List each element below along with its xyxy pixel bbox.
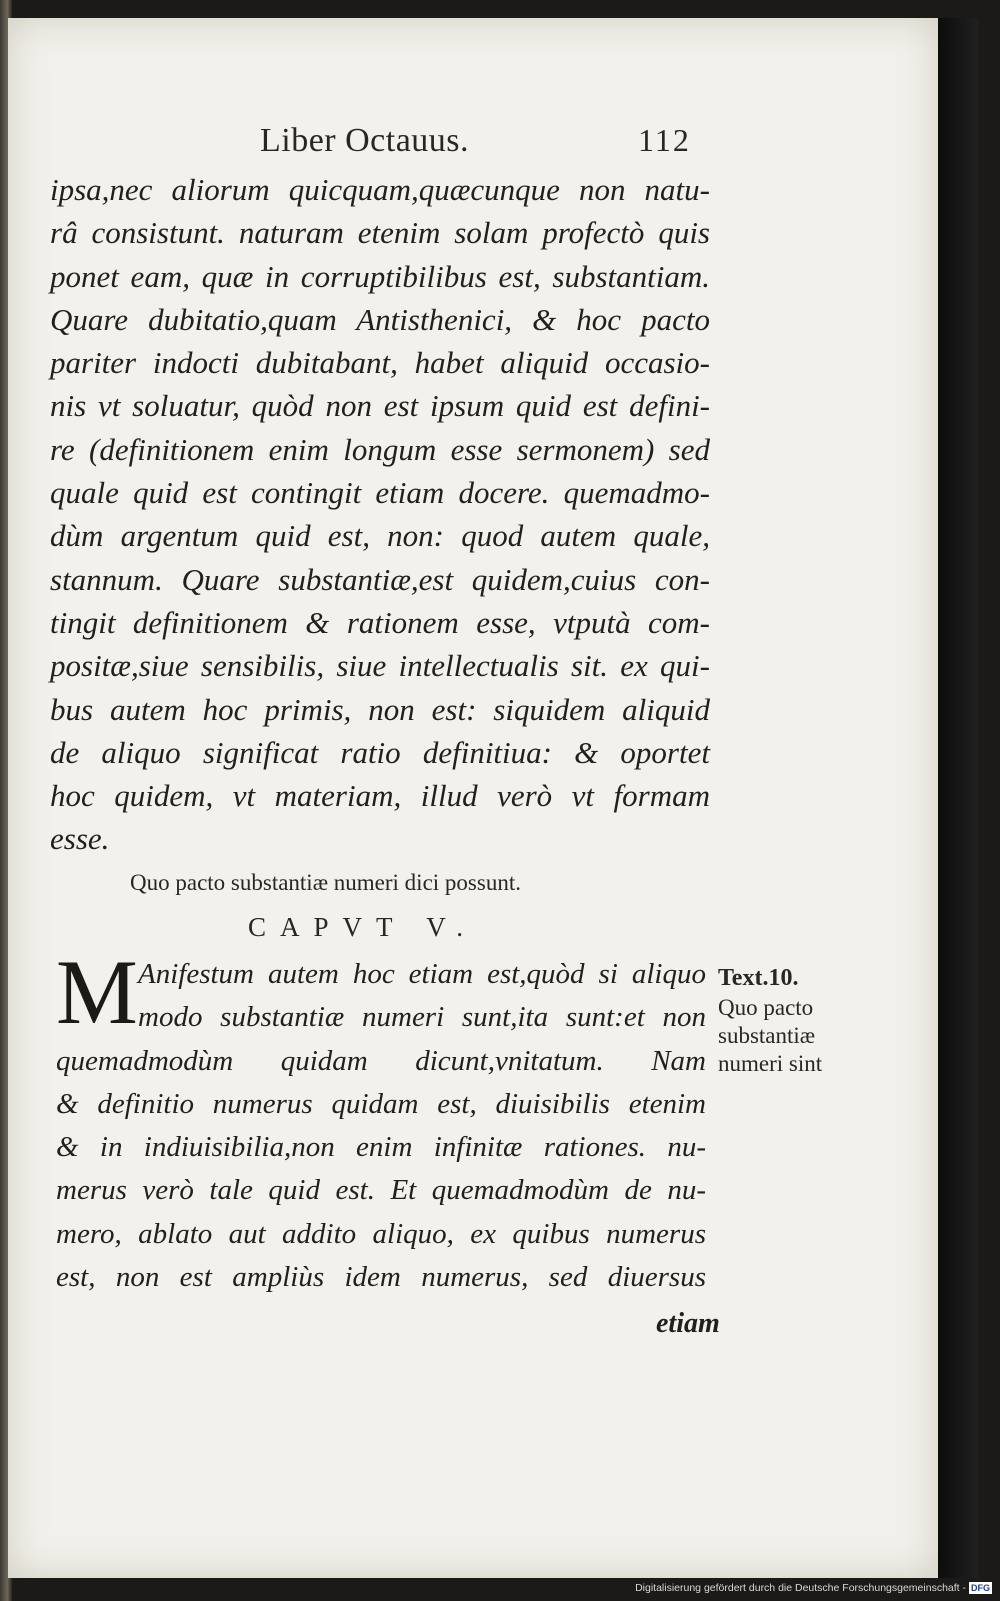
text-line: hoc quidem, vt materiam, illud verò vt formam [50,778,710,814]
margin-text-reference: Text.10. [718,965,799,991]
margin-note [718,964,878,1078]
text-line: merus verò tale quid est. Et quemadmodùm de nu- [56,1174,706,1207]
page-edge-shadow [938,18,978,1578]
text-line: modo substantiæ numeri sunt,ita sunt:et non [138,1001,706,1034]
text-line: est, non est ampliùs idem numerus, sed diuersus [56,1261,706,1294]
chapter-heading: CAPVT V. [248,912,478,942]
text-line: râ consistunt. naturam etenim solam profectò quis [50,215,710,251]
text-line: ponet eam, quæ in corruptibilibus est, substantiam. [50,258,710,294]
text-line: re (definitionem enim longum esse sermonem) sed [50,431,710,467]
text-line: stannum. Quare substantiæ,est quidem,cuius con- [50,561,710,597]
text-line: Quare dubitatio,quam Antisthenici, & hoc pacto [50,301,710,337]
catchword: etiam [656,1308,720,1339]
chapter-text [56,941,706,1299]
text-line: Anifestum autem hoc etiam est,quòd si aliquo [138,958,706,990]
digitization-credit [590,1582,992,1598]
text-line: ipsa,nec aliorum quicquam,quæcunque non natu- [50,172,710,207]
page-number: 112 [638,122,691,158]
text-line: positæ,siue sensibilis, siue intellectualis sit. ex qui- [50,648,710,684]
credit-text: Digitalisierung gefördert durch die Deutsche Forschungsgemeinschaft - [635,1582,966,1594]
text-line: nis vt soluatur, quòd non est ipsum quid est defini- [50,388,710,424]
text-line: esse. [50,821,110,857]
running-head [8,122,938,162]
text-line: pariter indocti dubitabant, habet aliquid occasio- [50,345,710,381]
text-line: & definitio numerus quidam est, diuisibilis etenim [56,1087,706,1120]
text-line: mero, ablato aut addito aliquo, ex quibus numerus [56,1217,706,1250]
text-line: bus autem hoc primis, non est: siquidem aliquid [50,691,710,727]
text-line: dùm argentum quid est, non: quod autem quale, [50,518,710,554]
margin-note-line: substantiæ [718,1023,816,1048]
text-line: & in indiuisibilia,non enim infinitæ rationes. nu- [56,1131,706,1164]
text-line: quemadmodùm quidam dicunt,vnitatum. Nam [56,1044,706,1077]
running-title: Liber Octauus. [260,122,470,159]
section-title: Quo pacto substantiæ numeri dici possunt. [130,870,521,895]
text-line: de aliquo significat ratio definitiua: & oportet [50,734,710,770]
text-line: quale quid est contingit etiam docere. quemadmo- [50,475,710,511]
margin-note-line: Quo pacto [718,995,814,1020]
dfg-logo: DFG [971,1583,990,1593]
text-line: tingit definitionem & rationem esse, vtputà com- [50,604,710,640]
body-text [50,168,710,861]
drop-cap: M [56,941,138,1043]
book-page [8,18,938,1578]
margin-note-line: numeri sint [718,1051,823,1076]
